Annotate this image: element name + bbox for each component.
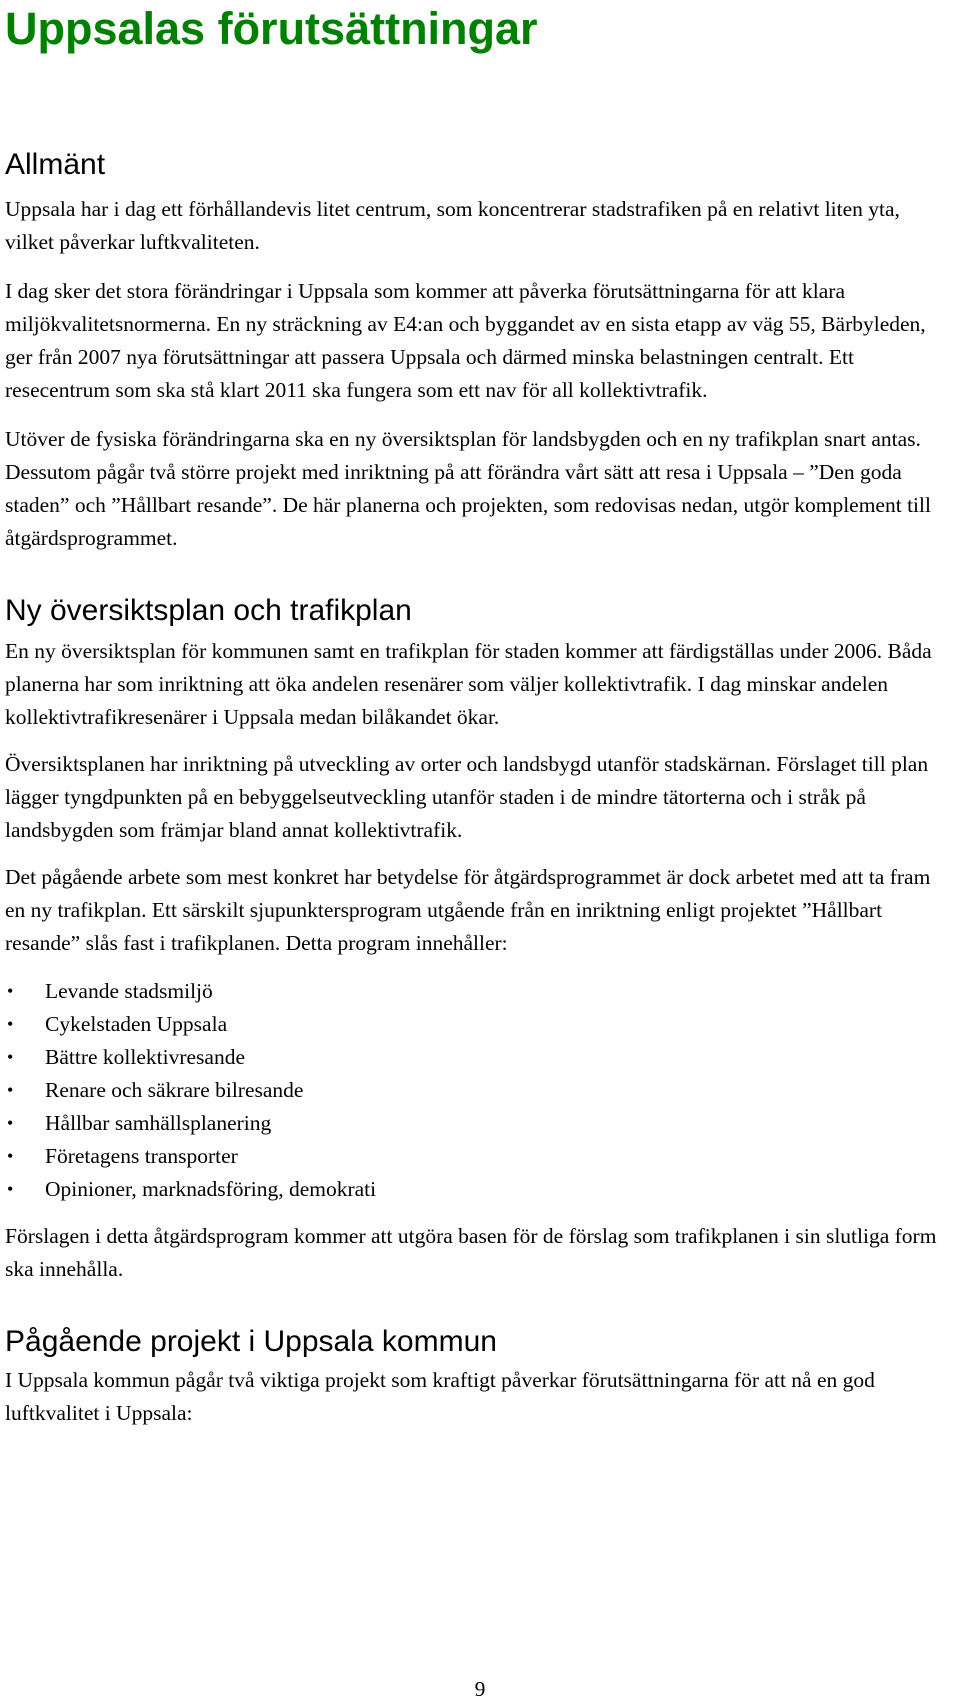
program-bullet-list <box>5 975 950 1206</box>
bullet-icon: • <box>7 1146 14 1166</box>
paragraph-oversiktsplan-3: Det pågående arbete som mest konkret har betydelse för åtgärdsprogrammet är dock arbetet med att ta fram en ny trafikplan. Ett särskilt sjupunktersprogram utgående från en inriktning enligt projektet ”Hållbart resande” slås fast i trafikplanen. Detta program innehåller: <box>5 865 931 955</box>
heading-oversiktsplan: Ny översiktsplan och trafikplan <box>5 594 412 627</box>
list-item <box>5 1074 950 1107</box>
list-item <box>5 1173 950 1206</box>
page-number: 9 <box>474 1677 486 1701</box>
bullet-icon: • <box>7 1179 14 1199</box>
paragraph-oversiktsplan-closing: Förslagen i detta åtgärdsprogram kommer att utgöra basen för de förslag som trafikplanen i sin slutliga form ska innehålla. <box>5 1224 937 1281</box>
list-item <box>5 975 950 1008</box>
list-item-text: Renare och säkrare bilresande <box>45 1078 304 1102</box>
list-item-text: Bättre kollektivresande <box>45 1045 245 1069</box>
list-item-text: Opinioner, marknadsföring, demokrati <box>45 1177 377 1201</box>
list-item-text: Företagens transporter <box>45 1144 238 1168</box>
list-item <box>5 1008 950 1041</box>
list-item <box>5 1041 950 1074</box>
list-item-text: Cykelstaden Uppsala <box>45 1012 228 1036</box>
heading-allmant: Allmänt <box>5 148 106 181</box>
bullet-icon: • <box>7 1047 14 1067</box>
bullet-icon: • <box>7 1080 14 1100</box>
paragraph-allmant-3: Utöver de fysiska förändringarna ska en ny översiktsplan för landsbygden och en ny trafikplan snart antas. Dessutom pågår två större projekt med inriktning på att förändra vårt sätt att resa i Uppsala – ”Den goda staden” och ”Hållbart resande”. De här planerna och projekten, som redovisas nedan, utgör komplement till åtgärdsprogrammet. <box>5 427 931 550</box>
list-item-text: Hållbar samhällsplanering <box>45 1111 272 1135</box>
bullet-icon: • <box>7 1014 14 1034</box>
paragraph-oversiktsplan-2: Översiktsplanen har inriktning på utveckling av orter och landsbygd utanför stadskärnan. Förslaget till plan lägger tyngdpunkten på en bebyggelseutveckling utanför staden i de mindre tätorterna och i stråk på landsbygden som främjar bland annat kollektivtrafik. <box>5 752 929 842</box>
paragraph-allmant-2: I dag sker det stora förändringar i Uppsala som kommer att påverka förutsättningarna för att klara miljökvalitetsnormerna. En ny sträckning av E4:an och byggandet av en sista etapp av väg 55, Bärbyleden, ger från 2007 nya förutsättningar att passera Uppsala och därmed minska belastningen centralt. Ett resecentrum som ska stå klart 2011 ska fungera som ett nav för all kollektivtrafik. <box>5 279 926 402</box>
document-page <box>5 0 950 1430</box>
list-item <box>5 1107 950 1140</box>
paragraph-oversiktsplan-1: En ny översiktsplan för kommunen samt en trafikplan för staden kommer att färdigställas under 2006. Båda planerna har som inriktning att öka andelen resenärer som väljer kollektivtrafik. I dag minskar andelen kollektivtrafikresenärer i Uppsala medan bilåkandet ökar. <box>5 639 932 729</box>
bullet-icon: • <box>7 981 14 1001</box>
paragraph-allmant-1: Uppsala har i dag ett förhållandevis litet centrum, som koncentrerar stadstrafiken på en relativt liten yta, vilket påverkar luftkvaliteten. <box>5 197 900 254</box>
list-item-text: Levande stadsmiljö <box>45 979 213 1003</box>
heading-projekt: Pågående projekt i Uppsala kommun <box>5 1325 497 1358</box>
page-title: Uppsalas förutsättningar <box>5 3 538 54</box>
bullet-icon: • <box>7 1113 14 1133</box>
list-item <box>5 1140 950 1173</box>
paragraph-projekt: I Uppsala kommun pågår två viktiga projekt som kraftigt påverkar förutsättningarna för att nå en god luftkvalitet i Uppsala: <box>5 1368 875 1425</box>
